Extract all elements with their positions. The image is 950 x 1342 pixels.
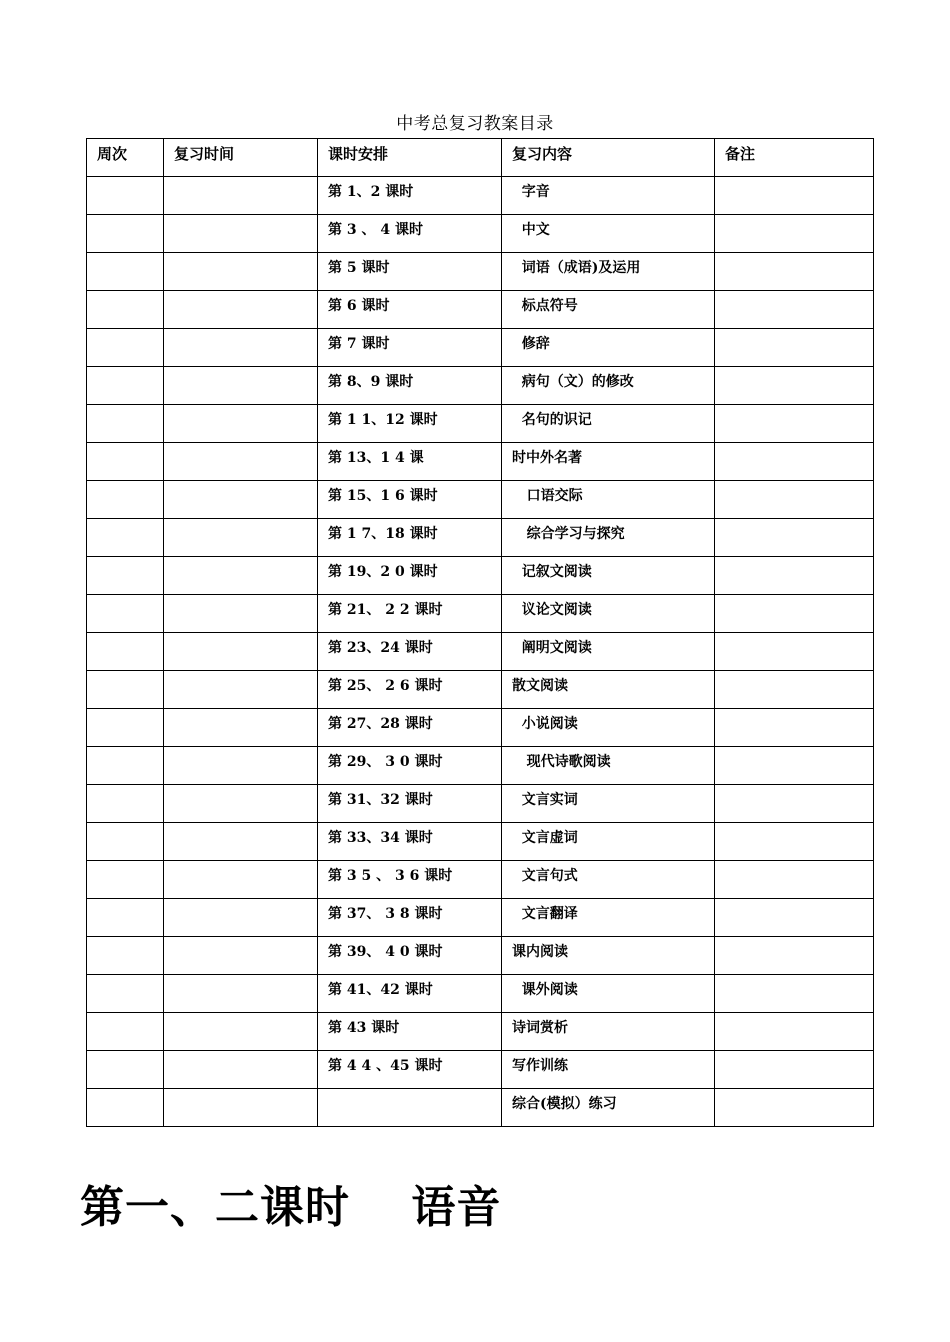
review-schedule-table — [86, 138, 874, 1127]
content-cell: 阐明文阅读 — [502, 633, 715, 671]
note-cell — [715, 253, 874, 291]
note-cell — [715, 481, 874, 519]
table-row — [87, 291, 874, 329]
review-time-cell — [164, 671, 318, 709]
content-cell: 文言实词 — [502, 785, 715, 823]
week-cell — [87, 1013, 164, 1051]
table-row — [87, 253, 874, 291]
note-cell — [715, 519, 874, 557]
table-row — [87, 367, 874, 405]
week-cell — [87, 367, 164, 405]
content-cell: 记叙文阅读 — [502, 557, 715, 595]
lesson-cell: 第 25、 2 6 课时 — [318, 671, 502, 709]
review-time-cell — [164, 557, 318, 595]
note-cell — [715, 823, 874, 861]
review-time-cell — [164, 291, 318, 329]
table-row — [87, 1089, 874, 1127]
week-cell — [87, 253, 164, 291]
week-cell — [87, 785, 164, 823]
review-time-cell — [164, 1051, 318, 1089]
lesson-cell — [318, 1089, 502, 1127]
content-cell: 修辞 — [502, 329, 715, 367]
content-cell: 课外阅读 — [502, 975, 715, 1013]
note-cell — [715, 975, 874, 1013]
content-cell: 词语（成语)及运用 — [502, 253, 715, 291]
lesson-cell: 第 19、2 0 课时 — [318, 557, 502, 595]
content-cell: 文言翻译 — [502, 899, 715, 937]
note-cell — [715, 329, 874, 367]
table-row — [87, 519, 874, 557]
table-row — [87, 177, 874, 215]
week-cell — [87, 481, 164, 519]
lesson-cell: 第 1 1、12 课时 — [318, 405, 502, 443]
note-cell — [715, 443, 874, 481]
week-cell — [87, 405, 164, 443]
note-cell — [715, 785, 874, 823]
lesson-cell: 第 23、24 课时 — [318, 633, 502, 671]
content-cell: 中文 — [502, 215, 715, 253]
lesson-cell: 第 3 5 、 3 6 课时 — [318, 861, 502, 899]
note-cell — [715, 1013, 874, 1051]
review-time-cell — [164, 785, 318, 823]
review-time-cell — [164, 823, 318, 861]
table-row — [87, 823, 874, 861]
content-cell: 诗词赏析 — [502, 1013, 715, 1051]
review-time-cell — [164, 975, 318, 1013]
lesson-cell: 第 21、 2 2 课时 — [318, 595, 502, 633]
header-notes: 备注 — [715, 139, 874, 177]
review-time-cell — [164, 861, 318, 899]
lesson-cell: 第 31、32 课时 — [318, 785, 502, 823]
table-row — [87, 481, 874, 519]
week-cell — [87, 861, 164, 899]
table-row — [87, 899, 874, 937]
header-review-time: 复习时间 — [164, 139, 318, 177]
header-week: 周次 — [87, 139, 164, 177]
lesson-cell: 第 13、1 4 课 — [318, 443, 502, 481]
table-row — [87, 329, 874, 367]
review-time-cell — [164, 329, 318, 367]
content-cell: 时中外名著 — [502, 443, 715, 481]
week-cell — [87, 633, 164, 671]
content-cell: 小说阅读 — [502, 709, 715, 747]
week-cell — [87, 557, 164, 595]
table-row — [87, 1051, 874, 1089]
review-time-cell — [164, 177, 318, 215]
table-row — [87, 215, 874, 253]
content-cell: 名句的识记 — [502, 405, 715, 443]
note-cell — [715, 291, 874, 329]
note-cell — [715, 747, 874, 785]
table-row — [87, 557, 874, 595]
content-cell: 文言句式 — [502, 861, 715, 899]
content-cell: 标点符号 — [502, 291, 715, 329]
content-cell: 综合学习与探究 — [502, 519, 715, 557]
lesson-cell: 第 1、2 课时 — [318, 177, 502, 215]
lesson-cell: 第 41、42 课时 — [318, 975, 502, 1013]
week-cell — [87, 443, 164, 481]
week-cell — [87, 291, 164, 329]
review-time-cell — [164, 709, 318, 747]
content-cell: 字音 — [502, 177, 715, 215]
note-cell — [715, 1089, 874, 1127]
content-cell: 现代诗歌阅读 — [502, 747, 715, 785]
content-cell: 课内阅读 — [502, 937, 715, 975]
note-cell — [715, 557, 874, 595]
table-row — [87, 861, 874, 899]
lesson-cell: 第 8、9 课时 — [318, 367, 502, 405]
review-time-cell — [164, 1089, 318, 1127]
note-cell — [715, 709, 874, 747]
note-cell — [715, 1051, 874, 1089]
review-time-cell — [164, 405, 318, 443]
week-cell — [87, 1051, 164, 1089]
table-row — [87, 443, 874, 481]
lesson-cell: 第 29、 3 0 课时 — [318, 747, 502, 785]
content-cell: 议论文阅读 — [502, 595, 715, 633]
week-cell — [87, 1089, 164, 1127]
review-time-cell — [164, 1013, 318, 1051]
week-cell — [87, 215, 164, 253]
table-row — [87, 405, 874, 443]
table-row — [87, 709, 874, 747]
lesson-cell: 第 15、1 6 课时 — [318, 481, 502, 519]
review-time-cell — [164, 937, 318, 975]
review-time-cell — [164, 899, 318, 937]
review-time-cell — [164, 443, 318, 481]
lesson-cell: 第 27、28 课时 — [318, 709, 502, 747]
week-cell — [87, 671, 164, 709]
lesson-cell: 第 3 、 4 课时 — [318, 215, 502, 253]
lesson-cell: 第 7 课时 — [318, 329, 502, 367]
note-cell — [715, 861, 874, 899]
table-body — [87, 177, 874, 1127]
note-cell — [715, 671, 874, 709]
content-cell: 文言虚词 — [502, 823, 715, 861]
week-cell — [87, 519, 164, 557]
note-cell — [715, 633, 874, 671]
content-cell: 综合(模拟）练习 — [502, 1089, 715, 1127]
table-row — [87, 975, 874, 1013]
note-cell — [715, 899, 874, 937]
week-cell — [87, 747, 164, 785]
content-cell: 写作训练 — [502, 1051, 715, 1089]
review-time-cell — [164, 367, 318, 405]
table-row — [87, 671, 874, 709]
table-row — [87, 937, 874, 975]
review-time-cell — [164, 519, 318, 557]
table-row — [87, 595, 874, 633]
week-cell — [87, 177, 164, 215]
document-title: 中考总复习教案目录 — [396, 114, 554, 134]
lesson-cell: 第 39、 4 0 课时 — [318, 937, 502, 975]
review-time-cell — [164, 215, 318, 253]
header-review-content: 复习内容 — [502, 139, 715, 177]
week-cell — [87, 595, 164, 633]
lesson-cell: 第 43 课时 — [318, 1013, 502, 1051]
week-cell — [87, 899, 164, 937]
review-time-cell — [164, 595, 318, 633]
week-cell — [87, 823, 164, 861]
content-cell: 散文阅读 — [502, 671, 715, 709]
week-cell — [87, 937, 164, 975]
lesson-cell: 第 6 课时 — [318, 291, 502, 329]
lesson-cell: 第 5 课时 — [318, 253, 502, 291]
note-cell — [715, 215, 874, 253]
lesson-cell: 第 1 7、18 课时 — [318, 519, 502, 557]
note-cell — [715, 937, 874, 975]
week-cell — [87, 329, 164, 367]
note-cell — [715, 595, 874, 633]
note-cell — [715, 405, 874, 443]
header-lesson-schedule: 课时安排 — [318, 139, 502, 177]
review-time-cell — [164, 253, 318, 291]
review-time-cell — [164, 481, 318, 519]
content-cell: 病句（文）的修改 — [502, 367, 715, 405]
lesson-cell: 第 4 4 、45 课时 — [318, 1051, 502, 1089]
content-cell: 口语交际 — [502, 481, 715, 519]
table-row — [87, 633, 874, 671]
table-row — [87, 785, 874, 823]
table-header-row — [87, 139, 874, 177]
review-time-cell — [164, 633, 318, 671]
week-cell — [87, 975, 164, 1013]
table-row — [87, 747, 874, 785]
lesson-cell: 第 33、34 课时 — [318, 823, 502, 861]
review-time-cell — [164, 747, 318, 785]
section-heading: 第一、二课时 语音 — [80, 1182, 502, 1233]
table-row — [87, 1013, 874, 1051]
note-cell — [715, 177, 874, 215]
week-cell — [87, 709, 164, 747]
lesson-cell: 第 37、 3 8 课时 — [318, 899, 502, 937]
note-cell — [715, 367, 874, 405]
